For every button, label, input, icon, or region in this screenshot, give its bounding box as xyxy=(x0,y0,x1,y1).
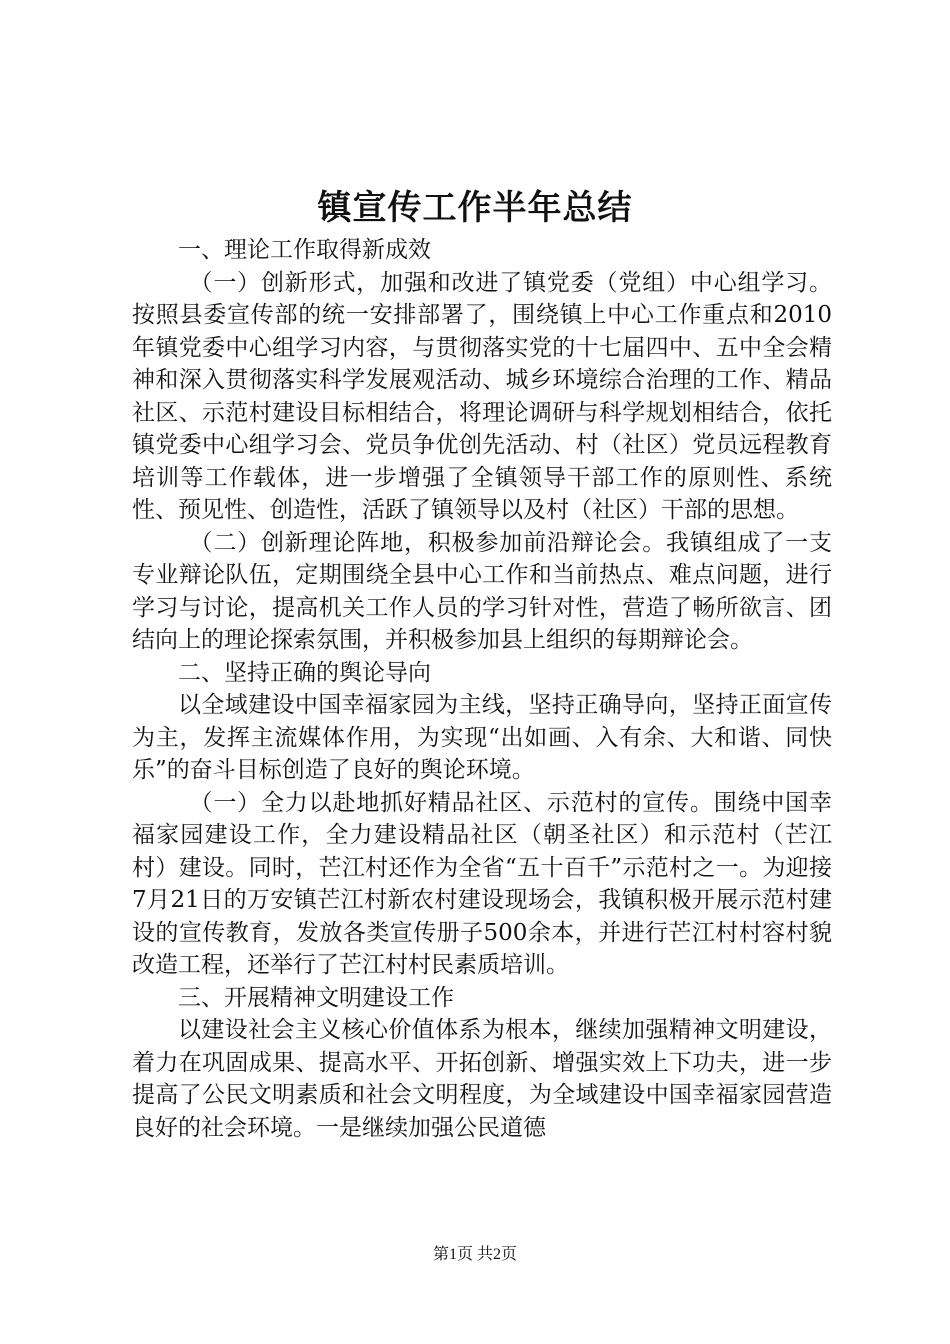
paragraph-2-intro: 以全域建设中国幸福家园为主线，坚持正确导向，坚持正面宣传为主，发挥主流媒体作用，为实现“出如画、入有余、大和谐、同快乐”的奋斗目标创造了良好的舆论环境。 xyxy=(132,692,832,783)
page-number: 第1页 共2页 xyxy=(432,1246,517,1263)
document-title: 镇宣传工作半年总结 xyxy=(317,188,633,228)
section-heading-3: 三、开展精神文明建设工作 xyxy=(178,984,454,1011)
section-heading-1: 一、理论工作取得新成效 xyxy=(178,237,431,263)
document-body xyxy=(132,234,832,1144)
paragraph-1-2: （二）创新理论阵地，积极参加前沿辩论会。我镇组成了一支专业辩论队伍，定期围绕全县中心工作和当前热点、难点问题，进行学习与讨论，提高机关工作人员的学习针对性，营造了畅所欲言、团结向上的理论探索氛围，并积极参加县上组织的每期辩论会。 xyxy=(132,529,832,653)
section-heading-2: 二、坚持正确的舆论导向 xyxy=(178,659,431,686)
paragraph-2-1: （一）全力以赴地抓好精品社区、示范村的宣传。围绕中国幸福家园建设工作，全力建设精品社区（朝圣社区）和示范村（芒江村）建设。同时，芒江村还作为全省“五十百千”示范村之一。为迎接7月21日的万安镇芒江村新农村建设现场会，我镇积极开展示范村建设的宣传教育，发放各类宣传册子500余本，并进行芒江村村容村貌改造工程，还举行了芒江村村民素质培训。 xyxy=(132,789,832,978)
paragraph-3-intro: 以建设社会主义核心价值体系为根本，继续加强精神文明建设，着力在巩固成果、提高水平、开拓创新、增强实效上下功夫，进一步提高了公民文明素质和社会文明程度，为全域建设中国幸福家园营造良好的社会环境。一是继续加强公民道德 xyxy=(132,1017,832,1141)
paragraph-1-1: （一）创新形式，加强和改进了镇党委（党组）中心组学习。按照县委宣传部的统一安排部署了，围绕镇上中心工作重点和2010年镇党委中心组学习内容，与贯彻落实党的十七届四中、五中全会精神和深入贯彻落实科学发展观活动、城乡环境综合治理的工作、精品社区、示范村建设目标相结合，将理论调研与科学规划相结合，依托镇党委中心组学习会、党员争优创先活动、村（社区）党员远程教育培训等工作载体，进一步增强了全镇领导干部工作的原则性、系统性、预见性、创造性，活跃了镇领导以及村（社区）干部的思想。 xyxy=(132,269,832,523)
